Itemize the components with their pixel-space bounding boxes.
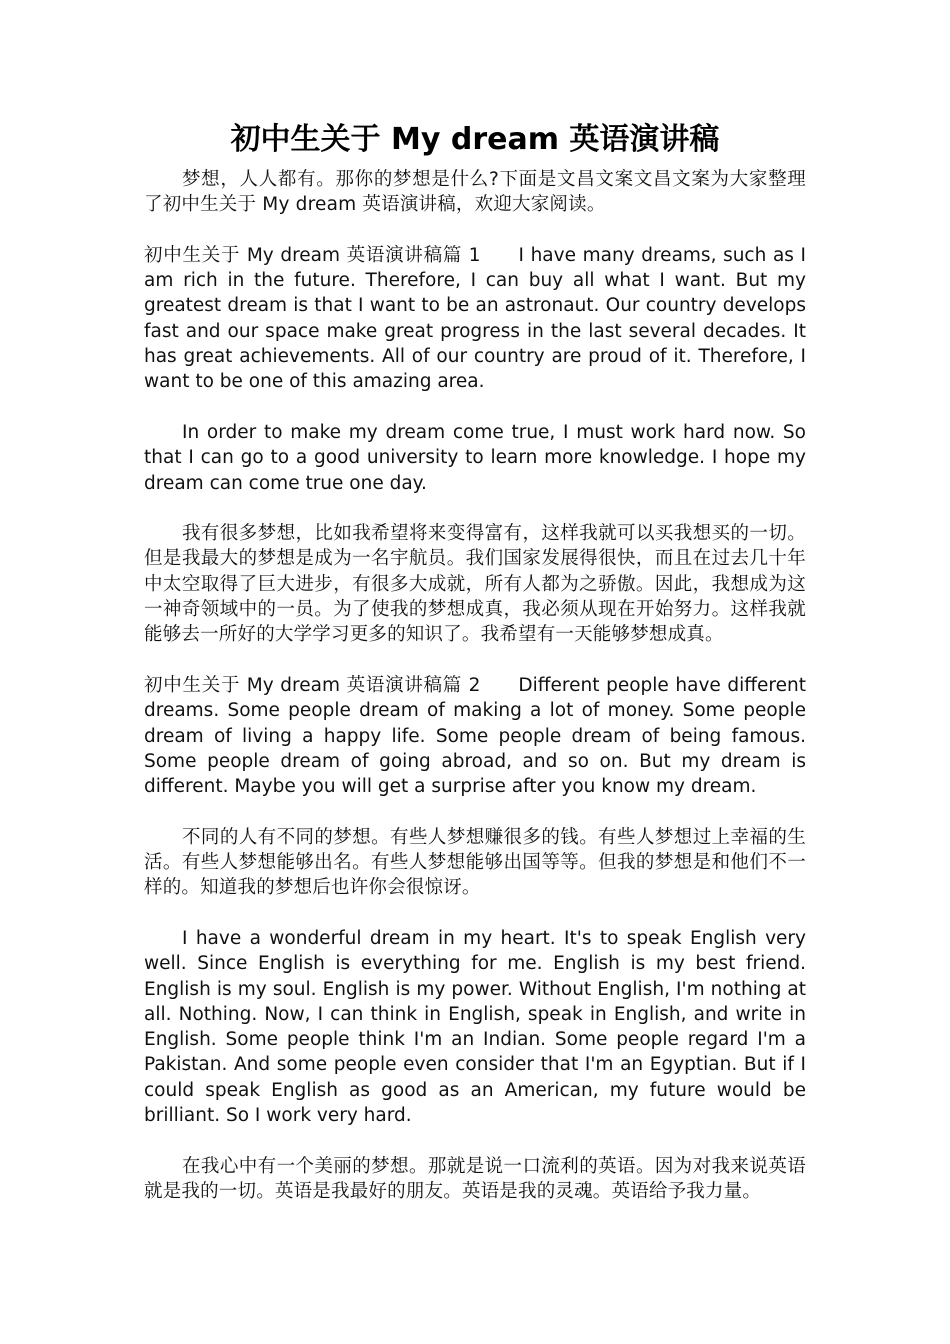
intro-paragraph: 梦想，人人都有。那你的梦想是什么?下面是文昌文案文昌文案为大家整理了初中生关于 My dream 英语演讲稿，欢迎大家阅读。 [144,169,806,216]
section1-para2: In order to make my dream come true, I must work hard now. So that I can go to a good university to learn more knowledge. I hope my dream can come true one day. [144,421,806,494]
section1-heading: 初中生关于 My dream 英语演讲稿篇 1 [144,244,481,266]
spacer [144,395,806,420]
spacer [144,799,806,824]
section2-first-paragraph [144,673,806,799]
section2-para1: Different people have different dreams. Some people dream of making a lot of money. Some people dream of living a happy life. Some people dream of being famous. Some people dream of going abroad, and so on. But my dream is different. Maybe you will get a surprise after you know my dream. [144,674,806,798]
section2-para3: I have a wonderful dream in my heart. It's to speak English very well. Since English is everything for me. English is my best friend. English is my soul. English is my power. Without English, I'm nothing at all. Nothing. Now, I can think in English, speak in English, and write in English. Some people think I'm an Indian. Some people regard I'm a Pakistan. And some people even consider that I'm an Egyptian. But if I could speak English as good as an American, my future would be brilliant. So I work very hard. [144,927,806,1126]
document-body [144,167,806,1204]
section1-para1: I have many dreams, such as I am rich in the future. Therefore, I can buy all what I want. But my greatest dream is that I want to be an astronaut. Our country develops fast and our space make great progress in the last several decades. It has great achievements. All of our country are proud of it. Therefore, I want to be one of this amazing area. [144,244,806,393]
section2-para2: 不同的人有不同的梦想。有些人梦想赚很多的钱。有些人梦想过上幸福的生活。有些人梦想能够出名。有些人梦想能够出国等等。但我的梦想是和他们不一样的。知道我的梦想后也许你会很惊讶。 [144,826,806,899]
spacer [144,901,806,926]
section2-para4: 在我心中有一个美丽的梦想。那就是说一口流利的英语。因为对我来说英语就是我的一切。英语是我最好的朋友。英语是我的灵魂。英语给予我力量。 [144,1155,806,1202]
spacer [144,218,806,243]
spacer [144,1128,806,1153]
section1-para3: 我有很多梦想，比如我希望将来变得富有，这样我就可以买我想买的一切。但是我最大的梦想是成为一名宇航员。我们国家发展得很快，而且在过去几十年中太空取得了巨大进步，有很多大成就，所有人都为之骄傲。因此，我想成为这一神奇领域中的一员。为了使我的梦想成真，我必须从现在开始努力。这样我就能够去一所好的大学学习更多的知识了。我希望有一天能够梦想成真。 [144,523,806,646]
spacer [144,648,806,673]
section2-heading: 初中生关于 My dream 英语演讲稿篇 2 [144,674,481,696]
document-title: 初中生关于 My dream 英语演讲稿 [230,122,720,157]
section1-first-paragraph [144,243,806,395]
spacer [144,496,806,521]
